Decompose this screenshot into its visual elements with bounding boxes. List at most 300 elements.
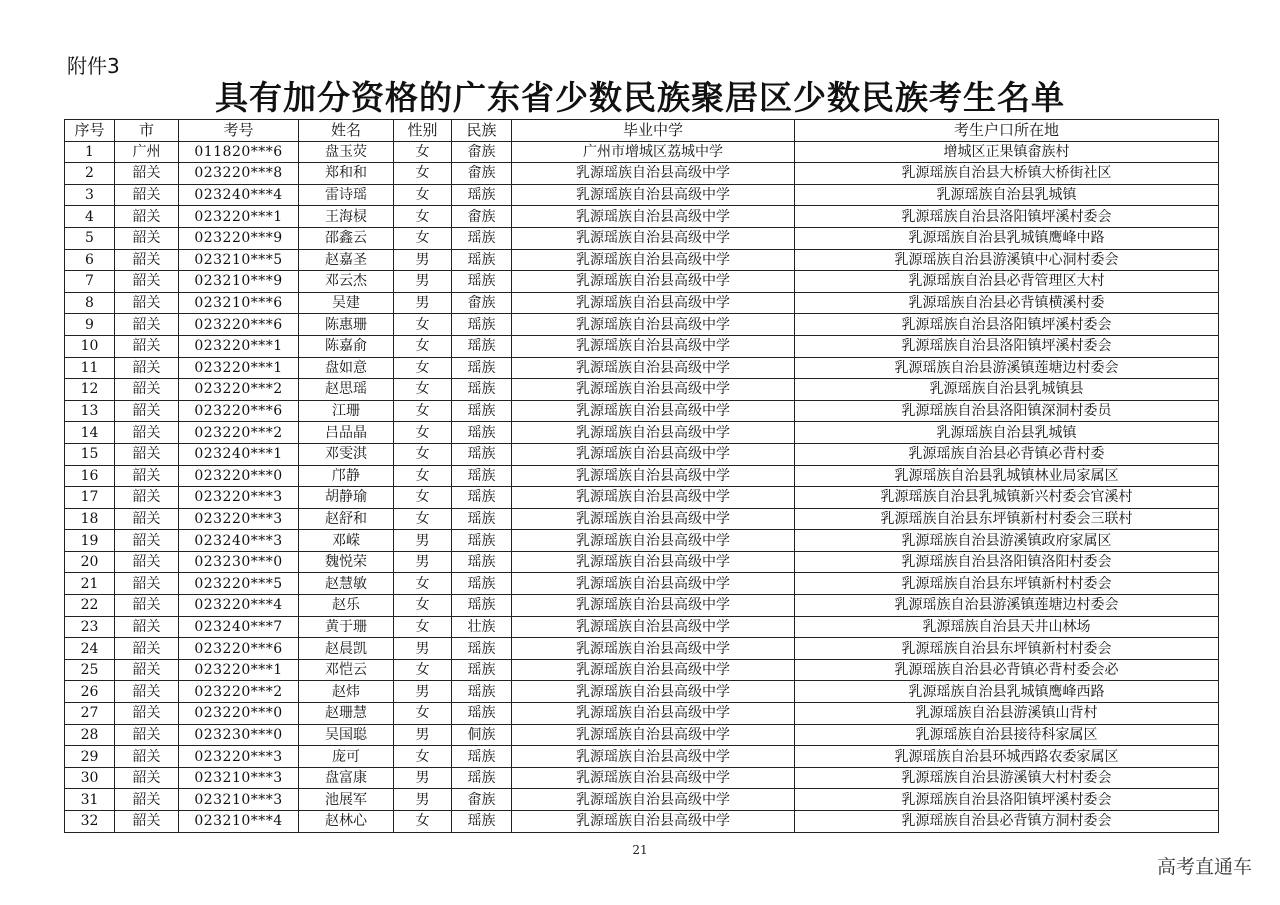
cell-index: 23 xyxy=(65,616,115,638)
document-title: 具有加分资格的广东省少数民族聚居区少数民族考生名单 xyxy=(215,78,1065,117)
cell-school: 乳源瑶族自治县高级中学 xyxy=(512,314,795,336)
cell-school: 乳源瑶族自治县高级中学 xyxy=(512,184,795,206)
cell-name: 魏悦荣 xyxy=(299,551,394,573)
cell-gender: 女 xyxy=(394,141,452,163)
cell-household-address: 乳源瑶族自治县必背镇必背村委会必 xyxy=(795,659,1219,681)
cell-ethnicity: 畲族 xyxy=(452,292,512,314)
cell-ethnicity: 瑶族 xyxy=(452,659,512,681)
cell-exam-number: 023220***3 xyxy=(179,508,299,530)
cell-household-address: 乳源瑶族自治县必背镇必背村委 xyxy=(795,443,1219,465)
cell-index: 24 xyxy=(65,638,115,660)
cell-city: 韶关 xyxy=(115,573,179,595)
cell-exam-number: 023240***7 xyxy=(179,616,299,638)
cell-exam-number: 023220***5 xyxy=(179,573,299,595)
cell-exam-number: 023220***8 xyxy=(179,163,299,185)
cell-exam-number: 023210***3 xyxy=(179,767,299,789)
cell-city: 韶关 xyxy=(115,508,179,530)
table-row xyxy=(65,530,1219,552)
cell-school: 乳源瑶族自治县高级中学 xyxy=(512,400,795,422)
cell-household-address: 乳源瑶族自治县游溪镇政府家属区 xyxy=(795,530,1219,552)
table-row xyxy=(65,508,1219,530)
cell-ethnicity: 畲族 xyxy=(452,163,512,185)
cell-household-address: 乳源瑶族自治县游溪镇大村村委会 xyxy=(795,767,1219,789)
cell-gender: 男 xyxy=(394,249,452,271)
cell-school: 乳源瑶族自治县高级中学 xyxy=(512,422,795,444)
cell-school: 乳源瑶族自治县高级中学 xyxy=(512,487,795,509)
table-row xyxy=(65,314,1219,336)
cell-household-address: 乳源瑶族自治县东坪镇新村村委会 xyxy=(795,638,1219,660)
cell-city: 韶关 xyxy=(115,379,179,401)
cell-city: 韶关 xyxy=(115,335,179,357)
cell-school: 乳源瑶族自治县高级中学 xyxy=(512,508,795,530)
cell-index: 3 xyxy=(65,184,115,206)
cell-school: 乳源瑶族自治县高级中学 xyxy=(512,551,795,573)
cell-city: 韶关 xyxy=(115,465,179,487)
cell-name: 郑和和 xyxy=(299,163,394,185)
cell-index: 14 xyxy=(65,422,115,444)
cell-household-address: 乳源瑶族自治县环城西路农委家属区 xyxy=(795,746,1219,768)
cell-ethnicity: 瑶族 xyxy=(452,746,512,768)
cell-index: 2 xyxy=(65,163,115,185)
cell-city: 韶关 xyxy=(115,616,179,638)
cell-city: 韶关 xyxy=(115,292,179,314)
cell-school: 乳源瑶族自治县高级中学 xyxy=(512,811,795,833)
candidate-table xyxy=(64,119,1219,833)
cell-city: 韶关 xyxy=(115,314,179,336)
cell-exam-number: 023220***6 xyxy=(179,314,299,336)
cell-name: 黄于珊 xyxy=(299,616,394,638)
cell-city: 韶关 xyxy=(115,638,179,660)
cell-name: 盘玉荧 xyxy=(299,141,394,163)
cell-household-address: 乳源瑶族自治县东坪镇新村村委会 xyxy=(795,573,1219,595)
cell-city: 韶关 xyxy=(115,206,179,228)
cell-gender: 女 xyxy=(394,184,452,206)
table-row xyxy=(65,443,1219,465)
cell-name: 邓雯淇 xyxy=(299,443,394,465)
cell-name: 吴建 xyxy=(299,292,394,314)
cell-name: 陈嘉俞 xyxy=(299,335,394,357)
table-row xyxy=(65,335,1219,357)
cell-name: 陈惠珊 xyxy=(299,314,394,336)
column-header-household-address: 考生户口所在地 xyxy=(795,120,1219,142)
cell-ethnicity: 瑶族 xyxy=(452,357,512,379)
table-row xyxy=(65,573,1219,595)
cell-household-address: 乳源瑶族自治县洛阳镇坪溪村委会 xyxy=(795,335,1219,357)
cell-ethnicity: 瑶族 xyxy=(452,487,512,509)
cell-household-address: 乳源瑶族自治县必背镇横溪村委 xyxy=(795,292,1219,314)
cell-school: 乳源瑶族自治县高级中学 xyxy=(512,249,795,271)
cell-city: 韶关 xyxy=(115,724,179,746)
table-row xyxy=(65,357,1219,379)
cell-school: 乳源瑶族自治县高级中学 xyxy=(512,335,795,357)
cell-index: 1 xyxy=(65,141,115,163)
cell-index: 28 xyxy=(65,724,115,746)
cell-ethnicity: 壮族 xyxy=(452,616,512,638)
cell-exam-number: 023220***3 xyxy=(179,746,299,768)
cell-gender: 女 xyxy=(394,379,452,401)
table-body xyxy=(65,141,1219,832)
cell-household-address: 乳源瑶族自治县游溪镇山背村 xyxy=(795,703,1219,725)
cell-school: 乳源瑶族自治县高级中学 xyxy=(512,789,795,811)
cell-exam-number: 023210***6 xyxy=(179,292,299,314)
table-row xyxy=(65,616,1219,638)
cell-city: 韶关 xyxy=(115,163,179,185)
table-row xyxy=(65,400,1219,422)
cell-household-address: 乳源瑶族自治县东坪镇新村村委会三联村 xyxy=(795,508,1219,530)
cell-city: 韶关 xyxy=(115,746,179,768)
cell-household-address: 乳源瑶族自治县洛阳镇坪溪村委会 xyxy=(795,206,1219,228)
cell-ethnicity: 瑶族 xyxy=(452,443,512,465)
table-row xyxy=(65,249,1219,271)
table-row xyxy=(65,465,1219,487)
cell-index: 31 xyxy=(65,789,115,811)
watermark: 高考直通车 xyxy=(1156,856,1252,878)
cell-index: 16 xyxy=(65,465,115,487)
cell-exam-number: 023210***4 xyxy=(179,811,299,833)
cell-name: 江珊 xyxy=(299,400,394,422)
cell-index: 32 xyxy=(65,811,115,833)
cell-index: 9 xyxy=(65,314,115,336)
cell-name: 赵林心 xyxy=(299,811,394,833)
cell-school: 乳源瑶族自治县高级中学 xyxy=(512,443,795,465)
column-header-exam-number: 考号 xyxy=(179,120,299,142)
cell-name: 赵思瑶 xyxy=(299,379,394,401)
cell-city: 韶关 xyxy=(115,400,179,422)
cell-index: 7 xyxy=(65,271,115,293)
cell-ethnicity: 瑶族 xyxy=(452,638,512,660)
cell-index: 29 xyxy=(65,746,115,768)
cell-household-address: 乳源瑶族自治县游溪镇中心洞村委会 xyxy=(795,249,1219,271)
cell-exam-number: 023220***9 xyxy=(179,227,299,249)
cell-name: 赵舒和 xyxy=(299,508,394,530)
cell-exam-number: 023220***6 xyxy=(179,400,299,422)
cell-name: 邝静 xyxy=(299,465,394,487)
cell-gender: 男 xyxy=(394,789,452,811)
cell-ethnicity: 瑶族 xyxy=(452,249,512,271)
cell-name: 庞可 xyxy=(299,746,394,768)
cell-name: 吕品晶 xyxy=(299,422,394,444)
cell-gender: 女 xyxy=(394,314,452,336)
cell-exam-number: 023210***9 xyxy=(179,271,299,293)
cell-name: 胡静瑜 xyxy=(299,487,394,509)
cell-ethnicity: 瑶族 xyxy=(452,227,512,249)
cell-index: 22 xyxy=(65,595,115,617)
cell-city: 韶关 xyxy=(115,227,179,249)
cell-city: 韶关 xyxy=(115,271,179,293)
cell-school: 乳源瑶族自治县高级中学 xyxy=(512,746,795,768)
cell-gender: 男 xyxy=(394,271,452,293)
cell-school: 乳源瑶族自治县高级中学 xyxy=(512,659,795,681)
table-row xyxy=(65,811,1219,833)
cell-gender: 男 xyxy=(394,292,452,314)
cell-household-address: 乳源瑶族自治县洛阳镇洛阳村委会 xyxy=(795,551,1219,573)
cell-name: 邵鑫云 xyxy=(299,227,394,249)
cell-school: 乳源瑶族自治县高级中学 xyxy=(512,767,795,789)
cell-index: 15 xyxy=(65,443,115,465)
cell-exam-number: 023220***1 xyxy=(179,357,299,379)
table-header-row xyxy=(65,120,1219,142)
table-row xyxy=(65,767,1219,789)
cell-city: 韶关 xyxy=(115,551,179,573)
cell-ethnicity: 瑶族 xyxy=(452,573,512,595)
table-row xyxy=(65,227,1219,249)
cell-school: 乳源瑶族自治县高级中学 xyxy=(512,573,795,595)
cell-exam-number: 023230***0 xyxy=(179,551,299,573)
column-header-name: 姓名 xyxy=(299,120,394,142)
cell-exam-number: 011820***6 xyxy=(179,141,299,163)
cell-household-address: 乳源瑶族自治县乳城镇林业局家属区 xyxy=(795,465,1219,487)
cell-ethnicity: 瑶族 xyxy=(452,703,512,725)
cell-ethnicity: 瑶族 xyxy=(452,465,512,487)
cell-city: 韶关 xyxy=(115,443,179,465)
cell-school: 乳源瑶族自治县高级中学 xyxy=(512,703,795,725)
cell-gender: 女 xyxy=(394,357,452,379)
cell-gender: 女 xyxy=(394,595,452,617)
cell-ethnicity: 畲族 xyxy=(452,141,512,163)
cell-gender: 女 xyxy=(394,573,452,595)
cell-index: 12 xyxy=(65,379,115,401)
cell-city: 韶关 xyxy=(115,530,179,552)
cell-name: 邓云杰 xyxy=(299,271,394,293)
cell-index: 21 xyxy=(65,573,115,595)
table-row xyxy=(65,681,1219,703)
cell-ethnicity: 瑶族 xyxy=(452,508,512,530)
cell-gender: 女 xyxy=(394,227,452,249)
cell-school: 乳源瑶族自治县高级中学 xyxy=(512,163,795,185)
cell-ethnicity: 瑶族 xyxy=(452,184,512,206)
column-header-school: 毕业中学 xyxy=(512,120,795,142)
cell-school: 乳源瑶族自治县高级中学 xyxy=(512,595,795,617)
cell-gender: 女 xyxy=(394,400,452,422)
cell-school: 乳源瑶族自治县高级中学 xyxy=(512,227,795,249)
cell-exam-number: 023220***1 xyxy=(179,335,299,357)
cell-name: 雷诗瑶 xyxy=(299,184,394,206)
cell-name: 盘富康 xyxy=(299,767,394,789)
cell-exam-number: 023220***2 xyxy=(179,379,299,401)
cell-ethnicity: 瑶族 xyxy=(452,379,512,401)
cell-city: 韶关 xyxy=(115,184,179,206)
cell-household-address: 乳源瑶族自治县必背镇方洞村委会 xyxy=(795,811,1219,833)
cell-index: 17 xyxy=(65,487,115,509)
cell-exam-number: 023220***2 xyxy=(179,681,299,703)
cell-name: 赵嘉圣 xyxy=(299,249,394,271)
cell-name: 赵晨凯 xyxy=(299,638,394,660)
cell-household-address: 乳源瑶族自治县游溪镇莲塘边村委会 xyxy=(795,357,1219,379)
cell-school: 乳源瑶族自治县高级中学 xyxy=(512,271,795,293)
cell-gender: 女 xyxy=(394,443,452,465)
cell-name: 王海棂 xyxy=(299,206,394,228)
cell-name: 邓恺云 xyxy=(299,659,394,681)
table-row xyxy=(65,724,1219,746)
cell-household-address: 乳源瑶族自治县游溪镇莲塘边村委会 xyxy=(795,595,1219,617)
table-row xyxy=(65,789,1219,811)
cell-index: 19 xyxy=(65,530,115,552)
cell-household-address: 乳源瑶族自治县大桥镇大桥街社区 xyxy=(795,163,1219,185)
cell-ethnicity: 瑶族 xyxy=(452,551,512,573)
cell-city: 韶关 xyxy=(115,422,179,444)
table-row xyxy=(65,746,1219,768)
cell-exam-number: 023240***1 xyxy=(179,443,299,465)
cell-city: 韶关 xyxy=(115,811,179,833)
cell-gender: 女 xyxy=(394,465,452,487)
cell-exam-number: 023220***1 xyxy=(179,206,299,228)
attachment-label: 附件3 xyxy=(67,54,120,78)
cell-gender: 男 xyxy=(394,638,452,660)
cell-school: 乳源瑶族自治县高级中学 xyxy=(512,530,795,552)
column-header-city: 市 xyxy=(115,120,179,142)
cell-school: 乳源瑶族自治县高级中学 xyxy=(512,638,795,660)
cell-name: 赵炜 xyxy=(299,681,394,703)
cell-household-address: 乳源瑶族自治县乳城镇 xyxy=(795,184,1219,206)
cell-household-address: 乳源瑶族自治县乳城镇鹰峰中路 xyxy=(795,227,1219,249)
cell-name: 赵慧敏 xyxy=(299,573,394,595)
cell-household-address: 乳源瑶族自治县乳城镇新兴村委会官溪村 xyxy=(795,487,1219,509)
cell-exam-number: 023220***3 xyxy=(179,487,299,509)
cell-gender: 男 xyxy=(394,530,452,552)
cell-index: 30 xyxy=(65,767,115,789)
cell-index: 6 xyxy=(65,249,115,271)
cell-household-address: 乳源瑶族自治县洛阳镇坪溪村委会 xyxy=(795,314,1219,336)
cell-school: 乳源瑶族自治县高级中学 xyxy=(512,379,795,401)
page-number: 21 xyxy=(632,843,648,857)
cell-city: 韶关 xyxy=(115,681,179,703)
cell-ethnicity: 畲族 xyxy=(452,789,512,811)
cell-index: 20 xyxy=(65,551,115,573)
cell-name: 池展军 xyxy=(299,789,394,811)
cell-ethnicity: 瑶族 xyxy=(452,681,512,703)
cell-ethnicity: 瑶族 xyxy=(452,530,512,552)
cell-ethnicity: 畲族 xyxy=(452,206,512,228)
table-row xyxy=(65,163,1219,185)
table-row xyxy=(65,422,1219,444)
cell-exam-number: 023220***6 xyxy=(179,638,299,660)
table-row xyxy=(65,292,1219,314)
cell-exam-number: 023220***4 xyxy=(179,595,299,617)
cell-gender: 女 xyxy=(394,163,452,185)
cell-ethnicity: 瑶族 xyxy=(452,400,512,422)
cell-index: 8 xyxy=(65,292,115,314)
cell-city: 韶关 xyxy=(115,357,179,379)
cell-school: 乳源瑶族自治县高级中学 xyxy=(512,357,795,379)
table-row xyxy=(65,271,1219,293)
cell-city: 韶关 xyxy=(115,249,179,271)
cell-gender: 男 xyxy=(394,767,452,789)
cell-ethnicity: 侗族 xyxy=(452,724,512,746)
cell-city: 韶关 xyxy=(115,487,179,509)
cell-school: 乳源瑶族自治县高级中学 xyxy=(512,292,795,314)
cell-household-address: 乳源瑶族自治县乳城镇县 xyxy=(795,379,1219,401)
cell-school: 广州市增城区荔城中学 xyxy=(512,141,795,163)
cell-exam-number: 023210***3 xyxy=(179,789,299,811)
cell-name: 赵珊慧 xyxy=(299,703,394,725)
cell-gender: 女 xyxy=(394,508,452,530)
cell-city: 韶关 xyxy=(115,595,179,617)
cell-exam-number: 023220***0 xyxy=(179,465,299,487)
cell-ethnicity: 瑶族 xyxy=(452,595,512,617)
cell-ethnicity: 瑶族 xyxy=(452,335,512,357)
cell-gender: 女 xyxy=(394,616,452,638)
cell-exam-number: 023230***0 xyxy=(179,724,299,746)
cell-name: 赵乐 xyxy=(299,595,394,617)
cell-index: 10 xyxy=(65,335,115,357)
cell-gender: 女 xyxy=(394,206,452,228)
cell-exam-number: 023240***3 xyxy=(179,530,299,552)
cell-city: 广州 xyxy=(115,141,179,163)
cell-ethnicity: 瑶族 xyxy=(452,422,512,444)
cell-gender: 男 xyxy=(394,724,452,746)
cell-city: 韶关 xyxy=(115,767,179,789)
cell-school: 乳源瑶族自治县高级中学 xyxy=(512,465,795,487)
column-header-index: 序号 xyxy=(65,120,115,142)
cell-household-address: 乳源瑶族自治县乳城镇 xyxy=(795,422,1219,444)
cell-name: 吴国聪 xyxy=(299,724,394,746)
column-header-gender: 性别 xyxy=(394,120,452,142)
cell-index: 13 xyxy=(65,400,115,422)
table-row xyxy=(65,703,1219,725)
cell-household-address: 乳源瑶族自治县天井山林场 xyxy=(795,616,1219,638)
cell-index: 25 xyxy=(65,659,115,681)
cell-gender: 女 xyxy=(394,487,452,509)
cell-exam-number: 023210***5 xyxy=(179,249,299,271)
cell-ethnicity: 瑶族 xyxy=(452,271,512,293)
table-row xyxy=(65,595,1219,617)
cell-name: 盘如意 xyxy=(299,357,394,379)
cell-household-address: 乳源瑶族自治县洛阳镇深洞村委员 xyxy=(795,400,1219,422)
cell-gender: 男 xyxy=(394,681,452,703)
cell-index: 4 xyxy=(65,206,115,228)
cell-exam-number: 023220***0 xyxy=(179,703,299,725)
table-row xyxy=(65,551,1219,573)
cell-gender: 女 xyxy=(394,811,452,833)
cell-gender: 男 xyxy=(394,551,452,573)
cell-city: 韶关 xyxy=(115,789,179,811)
cell-household-address: 乳源瑶族自治县接待科家属区 xyxy=(795,724,1219,746)
table-row xyxy=(65,659,1219,681)
cell-exam-number: 023220***2 xyxy=(179,422,299,444)
table-row xyxy=(65,206,1219,228)
cell-school: 乳源瑶族自治县高级中学 xyxy=(512,616,795,638)
cell-ethnicity: 瑶族 xyxy=(452,811,512,833)
cell-city: 韶关 xyxy=(115,659,179,681)
cell-index: 27 xyxy=(65,703,115,725)
cell-household-address: 乳源瑶族自治县洛阳镇坪溪村委会 xyxy=(795,789,1219,811)
cell-ethnicity: 瑶族 xyxy=(452,767,512,789)
cell-index: 11 xyxy=(65,357,115,379)
cell-name: 邓嵘 xyxy=(299,530,394,552)
cell-index: 26 xyxy=(65,681,115,703)
cell-ethnicity: 瑶族 xyxy=(452,314,512,336)
table-row xyxy=(65,184,1219,206)
table-row xyxy=(65,638,1219,660)
cell-school: 乳源瑶族自治县高级中学 xyxy=(512,724,795,746)
cell-gender: 女 xyxy=(394,659,452,681)
cell-school: 乳源瑶族自治县高级中学 xyxy=(512,681,795,703)
cell-household-address: 乳源瑶族自治县乳城镇鹰峰西路 xyxy=(795,681,1219,703)
cell-gender: 女 xyxy=(394,746,452,768)
cell-exam-number: 023240***4 xyxy=(179,184,299,206)
cell-household-address: 乳源瑶族自治县必背管理区大村 xyxy=(795,271,1219,293)
table-row xyxy=(65,487,1219,509)
cell-gender: 女 xyxy=(394,422,452,444)
cell-household-address: 增城区正果镇畲族村 xyxy=(795,141,1219,163)
cell-index: 5 xyxy=(65,227,115,249)
cell-gender: 女 xyxy=(394,335,452,357)
cell-index: 18 xyxy=(65,508,115,530)
cell-exam-number: 023220***1 xyxy=(179,659,299,681)
table-row xyxy=(65,379,1219,401)
cell-city: 韶关 xyxy=(115,703,179,725)
column-header-ethnicity: 民族 xyxy=(452,120,512,142)
